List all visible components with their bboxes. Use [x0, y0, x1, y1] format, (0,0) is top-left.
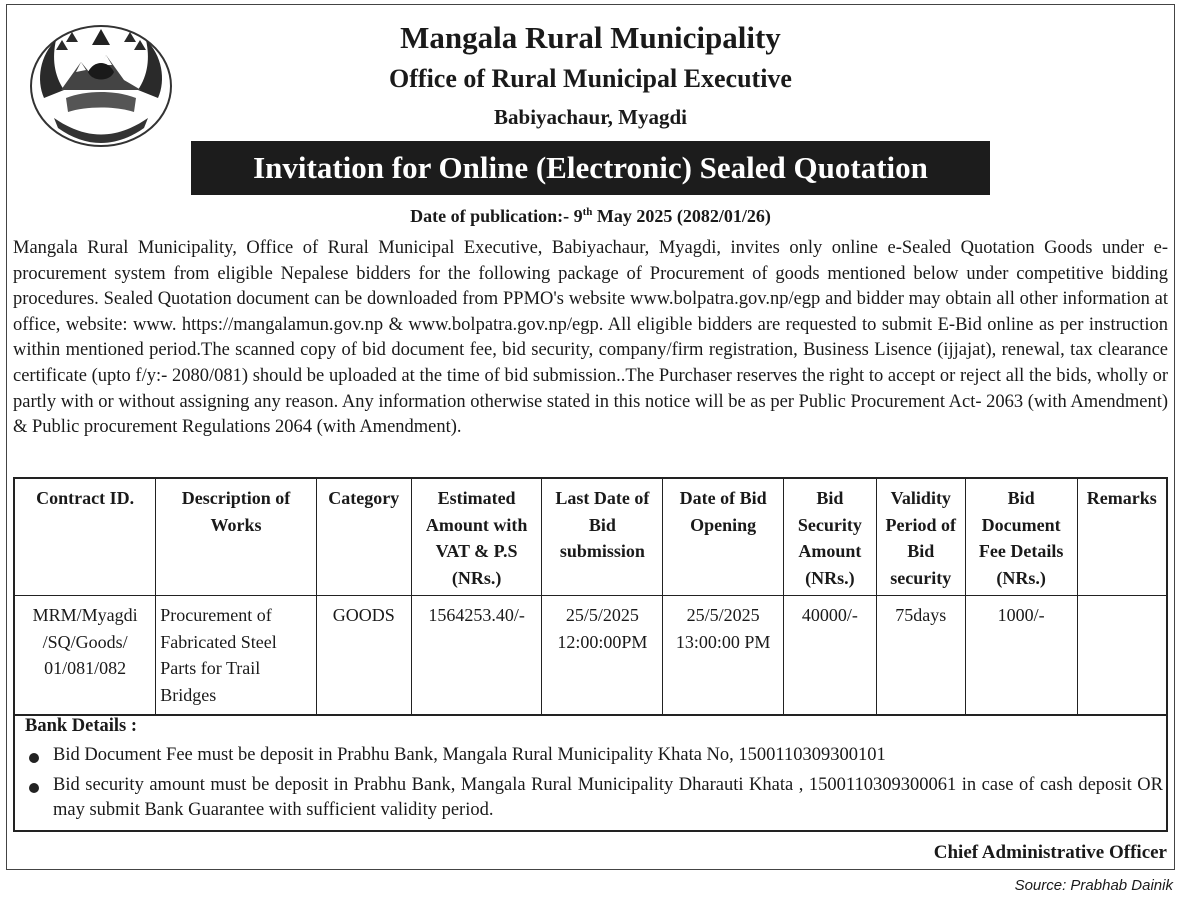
- cell-contract-id: MRM/Myagdi /SQ/Goods/ 01/081/082: [14, 596, 156, 716]
- header-doc-fee: Bid Document Fee Details (NRs.): [965, 478, 1077, 596]
- cell-opening: 25/5/2025 13:00:00 PM: [663, 596, 784, 716]
- bullet-icon: [29, 753, 39, 763]
- publication-date: Date of publication:- 9th May 2025 (2082/01/26): [410, 206, 771, 226]
- bullet-icon: [29, 783, 39, 793]
- table-header-row: [14, 478, 1167, 596]
- quotation-table: [13, 477, 1168, 716]
- cell-estimate: 1564253.40/-: [411, 596, 542, 716]
- cell-description: Procurement of Fabricated Steel Parts for Trail Bridges: [156, 596, 317, 716]
- bank-item-text: Bid security amount must be deposit in Prabhu Bank, Mangala Rural Municipality Dharauti Khata , 1500110309300061 in case of cash deposit OR may submit Bank Guarantee with sufficient validity period.: [53, 775, 1163, 820]
- cell-doc-fee: 1000/-: [965, 596, 1077, 716]
- cell-remarks: [1077, 596, 1167, 716]
- cell-validity: 75days: [876, 596, 965, 716]
- header-estimated-amount: Estimated Amount with VAT & P.S (NRs.): [411, 478, 542, 596]
- source-credit: Source: Prabhab Dainik: [1014, 877, 1173, 894]
- notice-body: Mangala Rural Municipality, Office of Rural Municipal Executive, Babiyachaur, Myagdi, invites only online e-Sealed Quotation Goods under e-procurement system from eligible Nepalese bidders for the following package of Procurement of goods mentioned below under competitive bidding procedures. Sealed Quotation document can be downloaded from PPMO's website www.bolpatra.gov.np/egp and bidder may obtain all other information at office, website: www. https://mangalamun.gov.np & www.bolpatra.gov.np/egp. All eligible bidders are requested to submit E-Bid online as per instruction within mentioned period.The scanned copy of bid document fee, bid security, company/firm registration, Business Lisence (ijjajat), renewal, tax clearance certificate (upto f/y:- 2080/081) should be uploaded at the time of bid submission..The Purchaser reserves the right to accept or reject all the bids, wholly or partly with or without assigning any reason. Any information otherwise stated in this notice will be as per Public Procurement Act- 2063 (with Amendment) & Public procurement Regulations 2064 (with Amendment).: [13, 238, 1169, 438]
- table-row: [14, 596, 1167, 716]
- header-description: Description of Works: [156, 478, 317, 596]
- header-validity: Validity Period of Bid security: [876, 478, 965, 596]
- header-bid-opening: Date of Bid Opening: [663, 478, 784, 596]
- office-address: Babiyachaur, Myagdi: [494, 105, 687, 129]
- header-contract-id: Contract ID.: [14, 478, 156, 596]
- cell-security: 40000/-: [784, 596, 877, 716]
- signature: Chief Administrative Officer: [933, 842, 1167, 863]
- cell-last-date: 25/5/2025 12:00:00PM: [542, 596, 663, 716]
- office-subtitle: Office of Rural Municipal Executive: [389, 64, 792, 93]
- header-bid-security: Bid Security Amount (NRs.): [784, 478, 877, 596]
- bank-details-title: Bank Details :: [25, 716, 138, 736]
- notice-banner: Invitation for Online (Electronic) Sealed Quotation: [191, 141, 990, 195]
- header-category: Category: [316, 478, 411, 596]
- cell-category: GOODS: [316, 596, 411, 716]
- bank-details: [13, 712, 1168, 832]
- municipality-title: Mangala Rural Municipality: [400, 20, 781, 55]
- header-remarks: Remarks: [1077, 478, 1167, 596]
- header-last-date: Last Date of Bid submission: [542, 478, 663, 596]
- bank-item-text: Bid Document Fee must be deposit in Prabhu Bank, Mangala Rural Municipality Khata No, 1500110309300101: [53, 745, 886, 765]
